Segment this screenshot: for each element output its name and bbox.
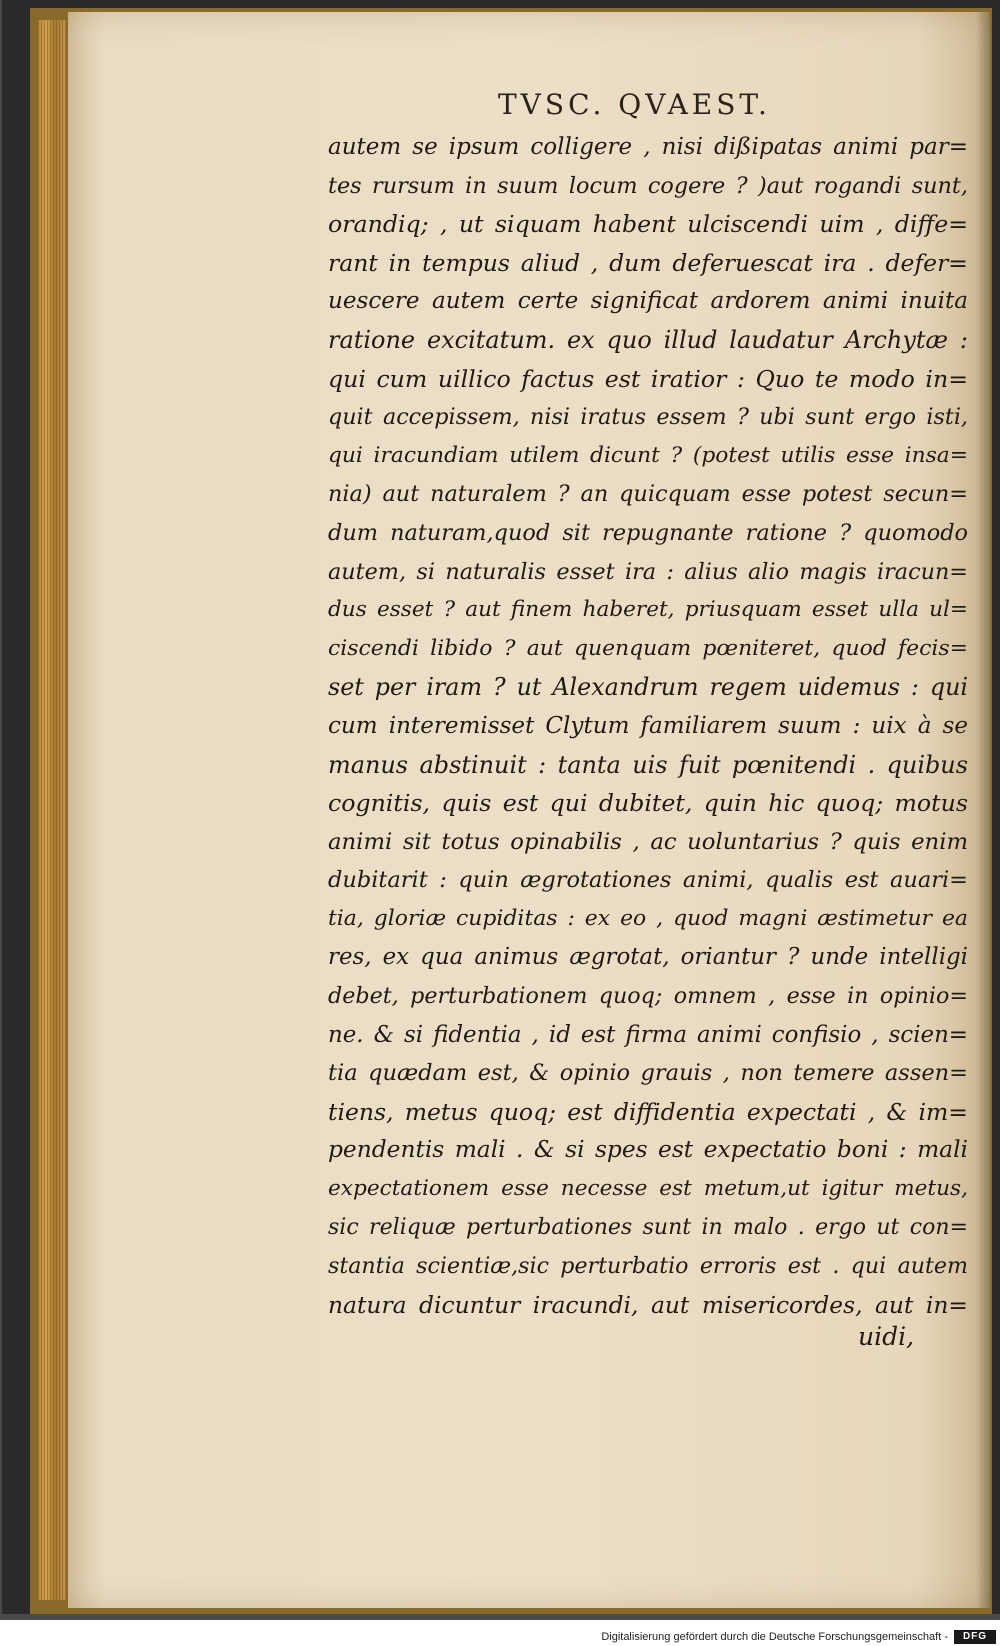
text-line: cum interemisset Clytum familiarem suum : uix à se — [328, 712, 968, 739]
text-line: natura dicuntur iracundi, aut misericordes, aut in= — [328, 1290, 968, 1319]
text-line: nia) aut naturalem ? an quicquam esse potest secun= — [328, 481, 968, 508]
text-line: cognitis, quis est qui dubitet, quin hic quoq; motus — [328, 789, 968, 818]
page-edge-lines — [38, 20, 66, 1600]
text-line: autem se ipsum colligere , nisi dißipatas animi par= — [328, 134, 968, 160]
text-line: tiens, metus quoq; est diffidentia expectati , & im= — [328, 1097, 968, 1126]
text-line: expectationem esse necesse est metum,ut igitur metus, — [328, 1176, 968, 1202]
dfg-logo-icon[interactable]: DFG — [954, 1630, 996, 1644]
text-line: pendentis mali . & si spes est expectatio boni : mali — [328, 1136, 968, 1164]
text-line: sic reliquæ perturbationes sunt in malo . ergo ut con= — [328, 1214, 968, 1240]
text-line: ne. & si fidentia , id est firma animi confisio , scien= — [328, 1021, 968, 1048]
text-line: tia, gloriæ cupiditas : ex eo , quod magni æstimetur ea — [328, 905, 968, 931]
text-line: dum naturam,quod sit repugnante ratione ? quomodo — [328, 519, 968, 546]
text-line: manus abstinuit : tanta uis fuit pœnitendi . quibus — [328, 750, 968, 779]
text-line: res, ex qua animus ægrotat, oriantur ? unde intelligi — [328, 944, 968, 971]
text-line: qui iracundiam utilem dicunt ? (potest utilis esse insa= — [328, 442, 968, 468]
funding-notice: Digitalisierung gefördert durch die Deutsche Forschungsgemeinschaft - — [601, 1631, 948, 1643]
catchword: uidi, — [858, 1322, 915, 1351]
text-line: dus esset ? aut finem haberet, priusquam esset ulla ul= — [328, 597, 968, 623]
text-line: ciscendi libido ? aut quenquam pœniteret, quod fecis= — [328, 635, 968, 661]
text-line: orandiq; , ut siquam habent ulciscendi uim , diffe= — [328, 210, 968, 239]
page-gutter-shadow — [976, 12, 990, 1608]
text-line: stantia scientiæ,sic perturbatio erroris est . qui autem — [328, 1253, 968, 1280]
text-line: autem, si naturalis esset ira : alius alio magis iracun= — [328, 558, 968, 585]
text-line: dubitarit : quin ægrotationes animi, qualis est auari= — [328, 867, 968, 894]
text-line: quit accepissem, nisi iratus essem ? ubi sunt ergo isti, — [328, 404, 968, 431]
text-line: tes rursum in suum locum cogere ? )aut rogandi sunt, — [328, 172, 968, 199]
text-line: rant in tempus aliud , dum deferuescat ira . defer= — [328, 248, 968, 277]
text-line: set per iram ? ut Alexandrum regem uidemus : qui — [328, 673, 968, 702]
text-line: animi sit totus opinabilis , ac uoluntarius ? quis enim — [328, 828, 968, 855]
running-head: TVSC. QVAEST. — [498, 88, 771, 121]
text-line: uescere autem certe significat ardorem animi inuita — [328, 288, 968, 315]
text-line: debet, perturbationem quoq; omnem , esse in opinio= — [328, 983, 968, 1010]
body-text — [328, 128, 968, 1324]
text-line: ratione excitatum. ex quo illud laudatur Archytæ : — [328, 325, 968, 354]
text-line: tia quædam est, & opinio grauis , non temere assen= — [328, 1060, 968, 1087]
text-line: qui cum uillico factus est iratior : Quo te modo in= — [328, 364, 968, 393]
